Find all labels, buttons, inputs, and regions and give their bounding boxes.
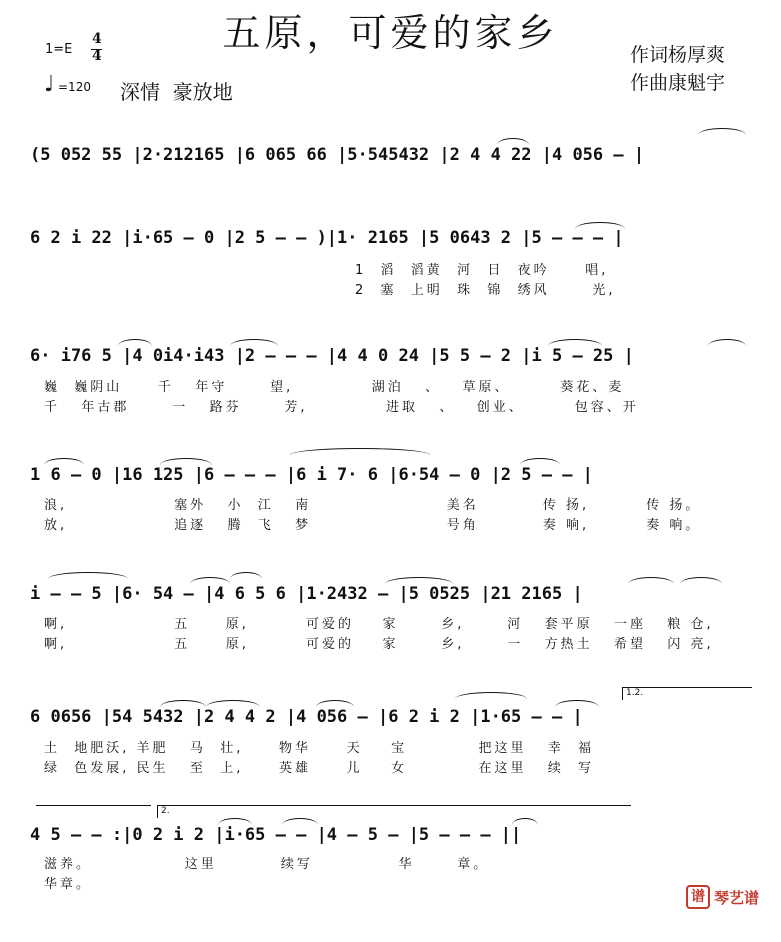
tempo-mark: =120	[58, 80, 91, 94]
volta-first-ending: 1.2.	[622, 687, 752, 700]
lyricist-credit: 作词杨厚爽	[630, 44, 726, 66]
lyric-row-4-verse-1: 浪, 塞外 小 江 南 美名 传 扬, 传 扬。	[44, 498, 702, 513]
slur	[520, 458, 560, 465]
notation-row-7: 4 5 — — :|0 2 i 2 |i·65 — — |4 — 5 — |5 — — — ||	[30, 825, 522, 845]
slur	[160, 458, 212, 465]
lyric-row-2-verse-1: 1 滔 滔黄 河 日 夜吟 唱,	[355, 263, 609, 278]
slur	[290, 448, 430, 455]
volta-first-ending-continued	[36, 805, 151, 818]
notation-row-6: 6 0656 |54 5432 |2 4 4 2 |4 056 — |6 2 i 2 |1·65 — — |	[30, 707, 583, 727]
slur	[44, 458, 84, 465]
slur	[190, 577, 230, 584]
slur	[385, 577, 453, 584]
slur	[548, 339, 602, 346]
slur	[497, 138, 529, 145]
lyric-row-4-verse-2: 放, 追逐 腾 飞 梦 号角 奏 响, 奏 响。	[44, 518, 702, 533]
slur	[230, 572, 262, 579]
logo-text: 琴艺谱	[714, 889, 760, 907]
lyric-row-5-verse-1: 啊, 五 原, 可爱的 家 乡, 河 套平原 一座 粮 仓,	[44, 617, 714, 632]
slur	[708, 339, 746, 346]
lyric-row-7-verse-2: 华章。	[44, 877, 93, 892]
site-logo	[686, 885, 771, 911]
slur	[218, 818, 252, 825]
slur	[555, 700, 599, 707]
expression-mark: 深情 豪放地	[120, 80, 233, 104]
slur	[698, 128, 746, 135]
slur	[680, 577, 722, 584]
lyric-row-5-verse-2: 啊, 五 原, 可爱的 家 乡, 一 方热土 希望 闪 亮,	[44, 637, 714, 652]
composer-credit: 作曲康魁宇	[630, 72, 726, 94]
slur	[206, 700, 260, 707]
lyric-row-6-verse-2: 绿 色发展, 民生 至 上, 英雄 儿 女 在这里 续 写	[44, 761, 595, 776]
lyric-row-2-verse-2: 2 塞 上明 珠 锦 绣风 光,	[355, 283, 616, 298]
notation-row-3: 6· i76 5 |4 0i4·i43 |2 — — — |4 4 0 24 |5 5 — 2 |i 5 — 25 |	[30, 346, 634, 366]
time-signature-bottom: 4	[92, 48, 102, 64]
key-signature: 1=E	[45, 42, 73, 57]
lyric-row-3-verse-1: 巍 巍阴山 千 年守 望, 湖泊 、 草原、 葵花、麦	[44, 380, 625, 395]
slur	[118, 339, 152, 346]
volta-second-ending: 2.	[157, 805, 631, 818]
logo-mark-icon: 谱	[686, 885, 710, 909]
slur	[230, 339, 278, 346]
slur	[575, 222, 625, 229]
slur	[282, 818, 318, 825]
slur	[455, 692, 527, 699]
lyric-row-7-verse-1: 滋养。 这里 续写 华 章。	[44, 857, 490, 872]
notation-row-4: 1 6 — 0 |16 125 |6 — — — |6 i 7· 6 |6·54 — 0 |2 5 — — |	[30, 465, 593, 485]
slur	[316, 700, 354, 707]
song-title: 五原，可爱的家乡	[222, 11, 559, 55]
slur	[628, 577, 674, 584]
slur	[160, 700, 206, 707]
notation-row-5: i — — 5 |6· 54 — |4 6 5 6 |1·2432 — |5 0525 |21 2165 |	[30, 584, 583, 604]
slur	[512, 818, 538, 825]
lyric-row-3-verse-2: 千 年古郡 一 路芬 芳, 进取 、 创业、 包容、开	[44, 400, 639, 415]
time-signature-top: 4	[92, 31, 102, 47]
notation-row-1: (5 052 55 |2·212165 |6 065 66 |5·545432 |2 4 4 22 |4 056 — |	[30, 145, 645, 165]
slur	[48, 572, 128, 579]
lyric-row-6-verse-1: 土 地肥沃, 羊肥 马 壮, 物华 天 宝 把这里 幸 福	[44, 741, 595, 756]
notation-row-2: 6 2 i 22 |i·65 — 0 |2 5 — — )|1· 2165 |5 0643 2 |5 — — — |	[30, 228, 624, 248]
quarter-note-icon: ♩	[44, 72, 55, 97]
